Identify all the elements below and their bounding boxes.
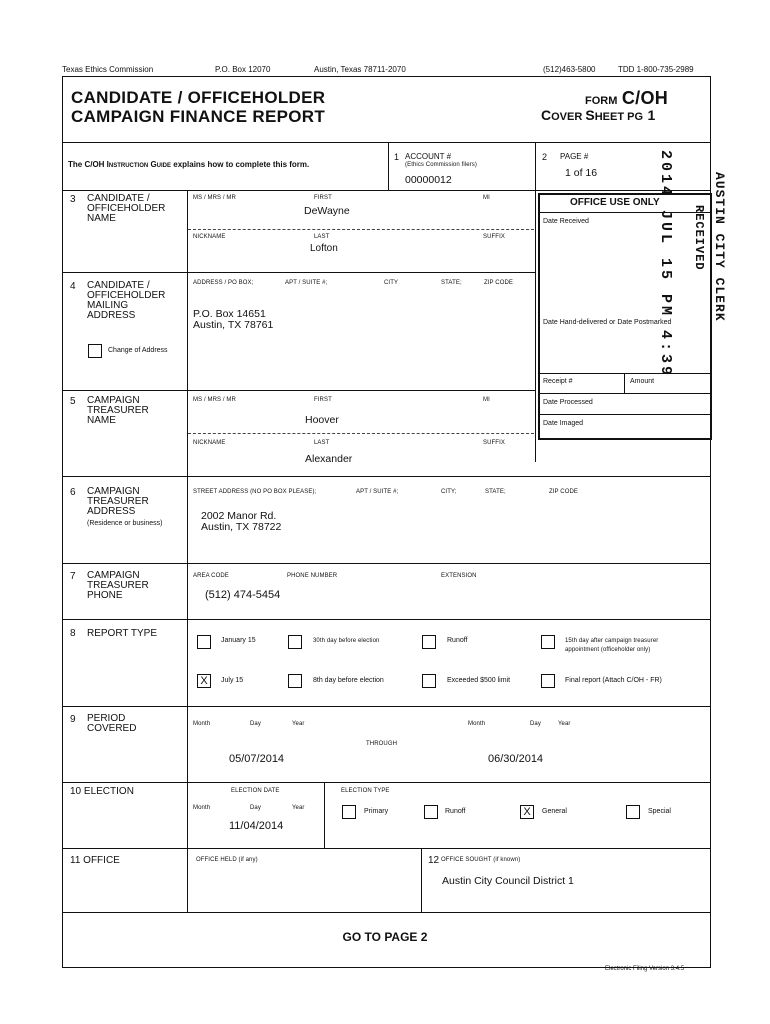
s5-mi-hdr: MI <box>483 397 490 403</box>
s6-zip-hdr: ZIP CODE <box>549 489 579 495</box>
s9-to-day-hdr: Day <box>530 721 541 727</box>
s7-phone-value: (512) 474-5454 <box>205 589 281 601</box>
account-sublabel: (Ethics Commission filers) <box>405 162 477 168</box>
s7-phone-hdr: PHONE NUMBER <box>287 573 338 579</box>
s6-city-hdr: CITY; <box>441 489 457 495</box>
exceeded-checkbox[interactable] <box>422 674 436 688</box>
cover-sheet-title: COVER SHEET PG 1 <box>541 107 656 123</box>
s5-ms-hdr: MS / MRS / MR <box>193 397 236 403</box>
final-report-label: Final report (Attach C/OH - FR) <box>565 677 662 684</box>
s9-num: 9 <box>70 714 76 725</box>
s5-nickname-hdr: NICKNAME <box>193 440 226 446</box>
s4-state-hdr: STATE; <box>441 280 462 286</box>
s4-num: 4 <box>70 281 76 292</box>
s5-label: CAMPAIGN TREASURER NAME <box>87 395 149 426</box>
s11-held-hdr: OFFICE HELD (if any) <box>196 857 258 863</box>
s9-from-month-hdr: Month <box>193 721 211 727</box>
15th-day-checkbox[interactable] <box>541 635 555 649</box>
runoff-election-checkbox[interactable] <box>424 805 438 819</box>
jan15-label: January 15 <box>221 637 256 644</box>
s3-last-value: Lofton <box>310 243 338 254</box>
agency-pobox: P.O. Box 12070 <box>215 65 271 74</box>
s6-line2: Austin, TX 78722 <box>201 521 282 533</box>
exceeded-label: Exceeded $500 limit <box>447 677 511 684</box>
8th-day-label: 8th day before election <box>313 677 384 684</box>
8th-day-checkbox[interactable] <box>288 674 302 688</box>
account-num: 1 <box>394 152 400 162</box>
s5-last-hdr: LAST <box>314 440 330 446</box>
special-checkbox[interactable] <box>626 805 640 819</box>
s12-num: 12 <box>428 855 440 866</box>
15th-day-label: 15th day after campaign treasurer appointment (officeholder only) <box>565 638 659 653</box>
s6-num: 6 <box>70 487 76 498</box>
s12-sought-hdr: OFFICE SOUGHT (if known) <box>441 857 521 863</box>
stamp-clerk: AUSTIN CITY CLERK <box>712 172 727 322</box>
version-text: Electronic Filing Version 3.4.5 <box>605 966 685 972</box>
s6-street-hdr: STREET ADDRESS (NO PO BOX PLEASE); <box>193 489 317 495</box>
s6-residence-note: (Residence or business) <box>87 520 163 527</box>
s10-year-hdr: Year <box>292 805 305 811</box>
s4-change-label: Change of Address <box>108 347 168 354</box>
s5-num: 5 <box>70 396 76 407</box>
s6-line1: 2002 Manor Rd. <box>201 510 277 522</box>
s10-month-hdr: Month <box>193 805 211 811</box>
s9-from-year-hdr: Year <box>292 721 305 727</box>
s7-num: 7 <box>70 571 76 582</box>
s10-type-hdr: ELECTION TYPE <box>341 788 390 794</box>
s3-label: CANDIDATE / OFFICEHOLDER NAME <box>87 193 166 224</box>
runoff-election-label: Runoff <box>445 808 466 815</box>
s8-label: REPORT TYPE <box>87 628 158 639</box>
office-use-title: OFFICE USE ONLY <box>570 197 660 208</box>
page-label: PAGE # <box>560 152 589 161</box>
primary-checkbox[interactable] <box>342 805 356 819</box>
s3-first-value: DeWayne <box>304 205 350 217</box>
s3-ms-hdr: MS / MRS / MR <box>193 195 236 201</box>
s5-suffix-hdr: SUFFIX <box>483 440 505 446</box>
s10-date-value: 11/04/2014 <box>229 820 284 832</box>
s12-office-value: Austin City Council District 1 <box>442 875 574 887</box>
date-received-label: Date Received <box>543 218 589 225</box>
s7-ext-hdr: EXTENSION <box>441 573 477 579</box>
s8-num: 8 <box>70 628 76 639</box>
agency-name: Texas Ethics Commission <box>62 65 154 74</box>
go-to-page-2: GO TO PAGE 2 <box>342 930 428 944</box>
instruction-text: The C/OH Instruction Guide explains how to complete this form. <box>68 160 310 169</box>
s3-suffix-hdr: SUFFIX <box>483 234 505 240</box>
s4-line1: P.O. Box 14651 <box>193 308 266 320</box>
s6-apt-hdr: APT / SUITE #; <box>356 489 399 495</box>
30th-day-label: 30th day before election <box>313 638 380 644</box>
s4-line2: Austin, TX 78761 <box>193 319 274 331</box>
agency-city: Austin, Texas 78711-2070 <box>314 65 406 74</box>
s9-label: PERIOD COVERED <box>87 713 137 734</box>
s4-label: CANDIDATE / OFFICEHOLDER MAILING ADDRESS <box>87 280 166 321</box>
agency-phone: (512)463-5800 <box>543 65 596 74</box>
date-processed-label: Date Processed <box>543 399 593 406</box>
account-value: 00000012 <box>405 174 452 186</box>
s9-to-value: 06/30/2014 <box>488 753 544 765</box>
s3-last-hdr: LAST <box>314 234 330 240</box>
final-report-checkbox[interactable] <box>541 674 555 688</box>
s10-day-hdr: Day <box>250 805 261 811</box>
s9-to-year-hdr: Year <box>558 721 571 727</box>
change-of-address-checkbox[interactable] <box>88 344 102 358</box>
s6-state-hdr: STATE; <box>485 489 506 495</box>
s4-zip-hdr: ZIP CODE <box>484 280 514 286</box>
s9-from-value: 05/07/2014 <box>229 753 285 765</box>
page-value: 1 of 16 <box>565 167 598 179</box>
jan15-checkbox[interactable] <box>197 635 211 649</box>
agency-tdd: TDD 1-800-735-2989 <box>618 65 694 74</box>
s7-label: CAMPAIGN TREASURER PHONE <box>87 570 149 601</box>
receipt-label: Receipt # <box>543 378 573 385</box>
s3-num: 3 <box>70 194 76 205</box>
special-label: Special <box>648 808 671 815</box>
date-imaged-label: Date Imaged <box>543 420 584 427</box>
account-label: ACCOUNT # <box>405 152 452 161</box>
jul15-label: July 15 <box>221 677 244 684</box>
s3-mi-hdr: MI <box>483 195 490 201</box>
s9-through: THROUGH <box>366 741 398 747</box>
s7-area-hdr: AREA CODE <box>193 573 229 579</box>
amount-label: Amount <box>630 378 655 385</box>
form-title-line2: CAMPAIGN FINANCE REPORT <box>71 107 326 126</box>
form-code: FORM C/OH <box>585 88 669 108</box>
s10-date-hdr: ELECTION DATE <box>231 788 280 794</box>
30th-day-checkbox[interactable] <box>288 635 302 649</box>
s10-label: 10 ELECTION <box>70 786 134 797</box>
s9-to-month-hdr: Month <box>468 721 486 727</box>
s9-from-day-hdr: Day <box>250 721 261 727</box>
s5-first-value: Hoover <box>305 414 339 426</box>
s3-nickname-hdr: NICKNAME <box>193 234 226 240</box>
date-handdelivered-label: Date Hand-delivered or Date Postmarked <box>543 319 672 326</box>
s4-apt-hdr: APT / SUITE #; <box>285 280 328 286</box>
primary-label: Primary <box>364 808 389 815</box>
runoff-report-checkbox[interactable] <box>422 635 436 649</box>
s11-label: 11 OFFICE <box>70 855 120 866</box>
jul15-checkbox[interactable]: X <box>197 674 211 688</box>
runoff-report-label: Runoff <box>447 637 468 644</box>
page-num: 2 <box>542 152 548 162</box>
general-label: General <box>542 808 567 815</box>
s5-last-value: Alexander <box>305 453 353 465</box>
stamp-datetime: 2014 JUL 15 PM 4:39 <box>657 150 674 379</box>
s4-city-hdr: CITY <box>384 280 399 286</box>
general-checkbox[interactable]: X <box>520 805 534 819</box>
s5-first-hdr: FIRST <box>314 397 332 403</box>
s4-address-hdr: ADDRESS / PO BOX; <box>193 280 254 286</box>
s3-first-hdr: FIRST <box>314 195 332 201</box>
s6-label: CAMPAIGN TREASURER ADDRESS <box>87 486 149 517</box>
form-title-line1: CANDIDATE / OFFICEHOLDER <box>71 88 326 107</box>
stamp-received: RECEIVED <box>692 205 706 271</box>
